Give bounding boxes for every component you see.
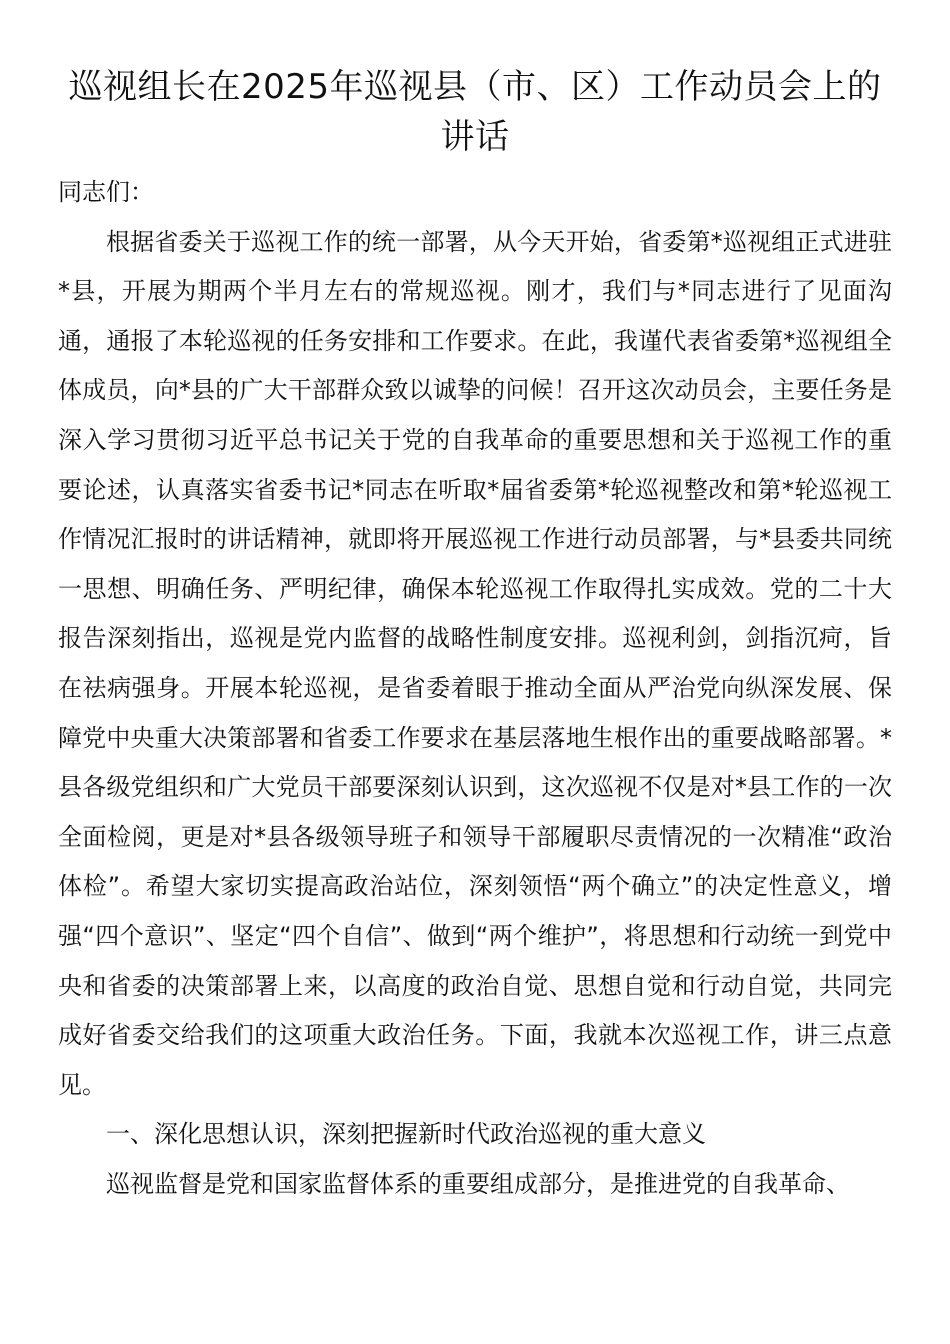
salutation: 同志们： (58, 178, 154, 206)
document-title: 巡视组长在2025年巡视县（市、区）工作动员会上的讲话 (68, 67, 882, 157)
body-paragraph-2: 巡视监督是党和国家监督体系的重要组成部分，是推进党的自我革命、 (106, 1169, 850, 1198)
body-paragraph-1: 根据省委关于巡视工作的统一部署，从今天开始，省委第*巡视组正式进驻*县，开展为期两个半月左右的常规巡视。刚才，我们与*同志进行了见面沟通，通报了本轮巡视的任务安排和工作要求。在此，我谨代表省委第*巡视组全体成员，向*县的广大干部群众致以诚挚的问候！召开这次动员会，主要任务是深入学习贯彻习近平总书记关于党的自我革命的重要思想和关于巡视工作的重要论述，认真落实省委书记*同志在听取*届省委第*轮巡视整改和第*轮巡视工作情况汇报时的讲话精神，就即将开展巡视工作进行动员部署，与*县委共同统一思想、明确任务、严明纪律，确保本轮巡视工作取得扎实成效。党的二十大报告深刻指出，巡视是党内监督的战略性制度安排。巡视利剑，剑指沉疴，旨在祛病强身。开展本轮巡视，是省委着眼于推动全面从严治党向纵深发展、保障党中央重大决策部署和省委工作要求在基层落地生根作出的重要战略部署。*县各级党组织和广大党员干部要深刻认识到，这次巡视不仅是对*县工作的一次全面检阅，更是对*县各级领导班子和领导干部履职尽责情况的一次精准“政治体检”。希望大家切实提高政治站位，深刻领悟“两个确立”的决定性意义，增强“四个意识”、坚定“四个自信”、做到“两个维护”，将思想和行动统一到党中央和省委的决策部署上来，以高度的政治自觉、思想自觉和行动自觉，共同完成好省委交给我们的这项重大政治任务。下面，我就本次巡视工作，讲三点意见。 (58, 227, 892, 1099)
section-heading-1: 一、深化思想认识，深刻把握新时代政治巡视的重大意义 (106, 1120, 706, 1149)
